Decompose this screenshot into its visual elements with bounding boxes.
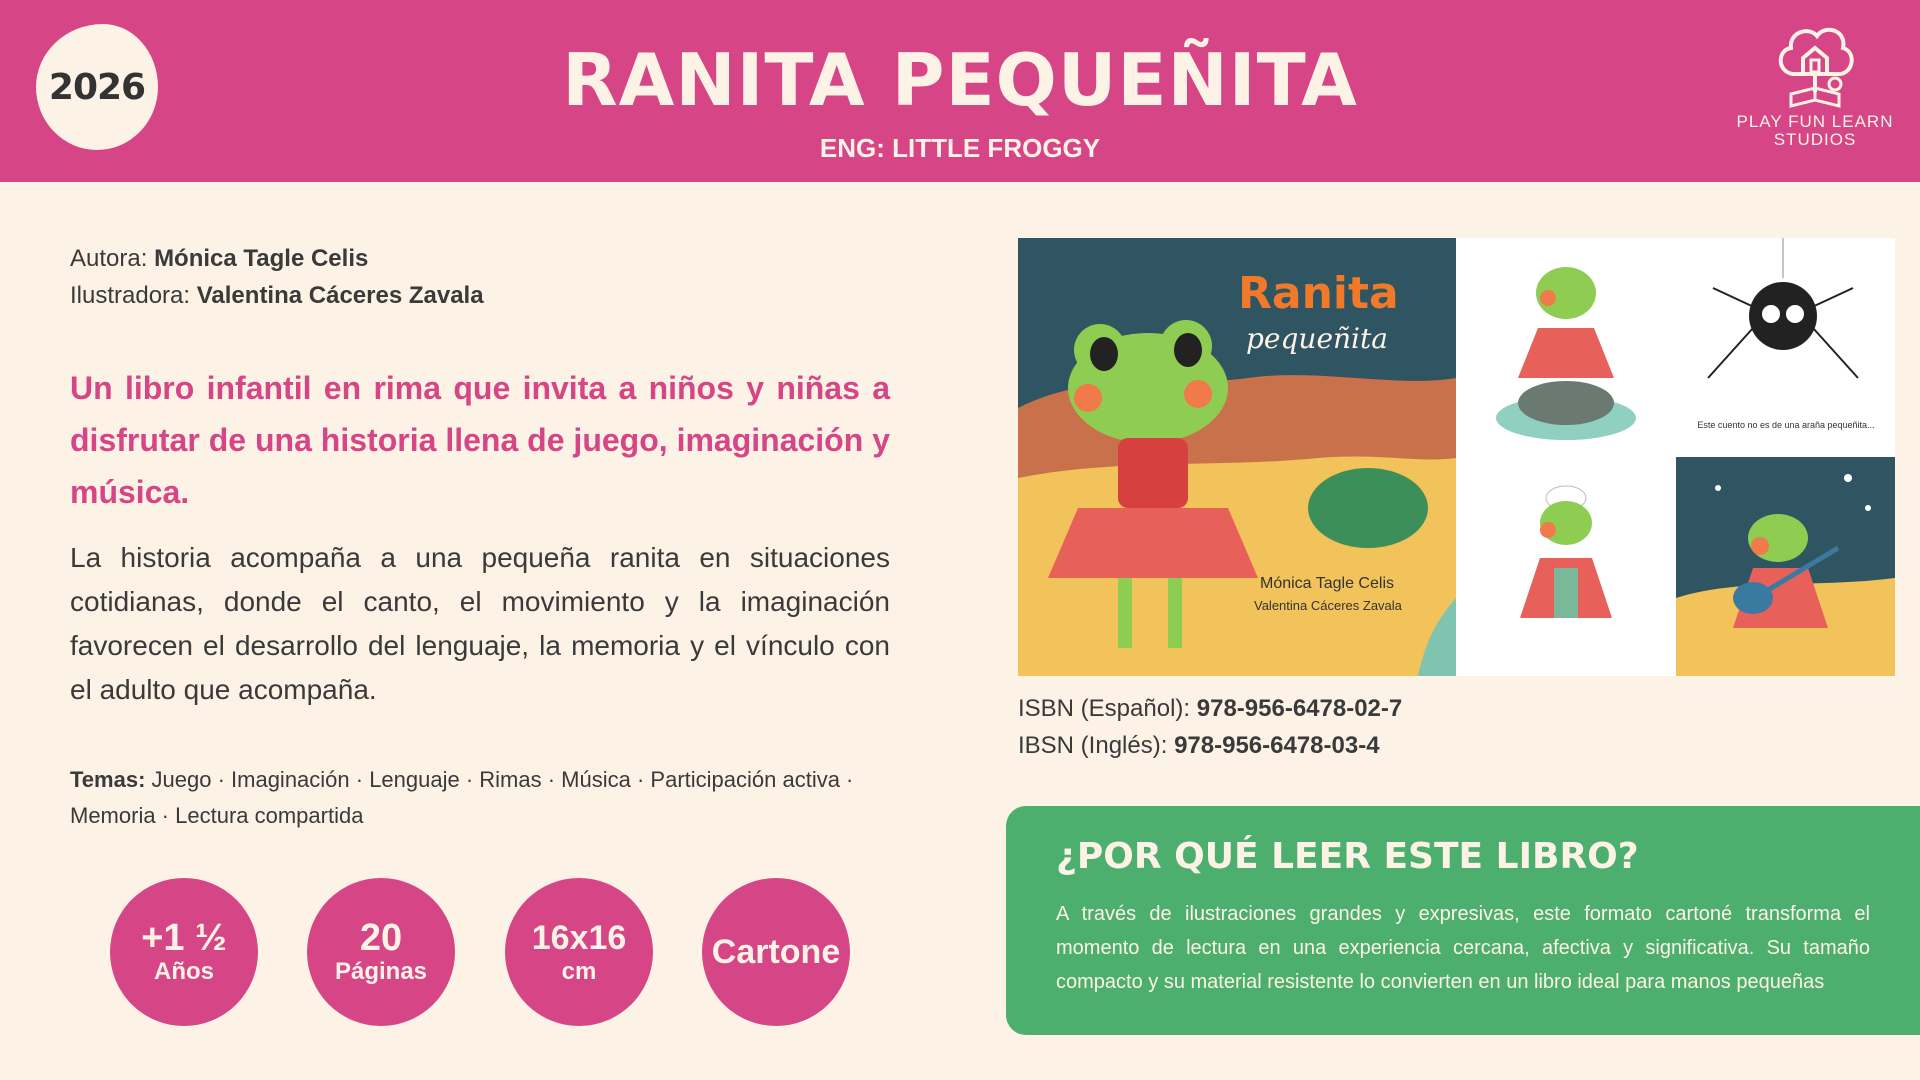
themes-line	[70, 762, 890, 834]
isbn-en-value: 978-956-6478-03-4	[1174, 732, 1380, 759]
book-title: RANITA PEQUEÑITA	[562, 38, 1358, 122]
why-read-box	[1006, 806, 1920, 1035]
isbn-es-line	[1018, 690, 1402, 727]
spec-format	[702, 878, 850, 1026]
book-illustrations	[1018, 238, 1895, 676]
spec-pages-value: 20	[359, 917, 403, 959]
studio-logo	[1730, 22, 1900, 152]
cover-panel	[1018, 238, 1456, 676]
illustrator-line	[70, 277, 484, 314]
credits	[70, 240, 484, 314]
illustrator-label: Ilustradora:	[70, 282, 191, 309]
isbn-en-label: IBSN (Inglés):	[1018, 732, 1168, 759]
frog-on-rock-panel	[1456, 238, 1676, 457]
illustrator-name: Valentina Cáceres Zavala	[196, 282, 484, 309]
book-subtitle: ENG: LITTLE FROGGY	[819, 133, 1101, 163]
spec-pages-unit: Páginas	[334, 958, 428, 985]
lead-paragraph: Un libro infantil en rima que invita a niños y niñas a disfrutar de una historia llena de juego, imaginación y música.	[70, 370, 890, 510]
spider-caption: Este cuento no es de una araña pequeñita...	[1697, 420, 1875, 430]
spec-size-value: 16x16	[531, 919, 627, 957]
spec-age	[110, 878, 258, 1026]
logo-line-1: PLAY FUN LEARN	[1736, 112, 1894, 131]
guitar-frog-panel	[1676, 457, 1895, 676]
spider-panel	[1676, 238, 1895, 457]
illustration-collage	[1018, 238, 1895, 676]
isbn-es-label: ISBN (Español):	[1018, 695, 1191, 722]
cover-illustrator: Valentina Cáceres Zavala	[1254, 598, 1402, 613]
year-label: 2026	[48, 66, 146, 108]
why-read-title: ¿POR QUÉ LEER ESTE LIBRO?	[1056, 836, 1639, 877]
logo-line-2: STUDIOS	[1773, 130, 1857, 149]
cover-subtitle: pequeñita	[1246, 322, 1388, 355]
spec-age-value: +1 ½	[141, 917, 227, 959]
spec-format-value: Cartone	[711, 933, 841, 971]
chef-frog-panel	[1456, 457, 1676, 676]
isbn-es-value: 978-956-6478-02-7	[1196, 695, 1403, 722]
cover-author: Mónica Tagle Celis	[1260, 575, 1394, 592]
spec-size-unit: cm	[561, 958, 597, 985]
spec-size	[505, 878, 653, 1026]
isbn-info	[1018, 690, 1402, 764]
author-label: Autora:	[70, 245, 148, 272]
themes-label: Temas:	[70, 767, 146, 792]
author-line	[70, 240, 484, 277]
spec-age-unit: Años	[154, 958, 214, 985]
spec-pages	[307, 878, 455, 1026]
description-paragraph: La historia acompaña a una pequeña ranita en situaciones cotidianas, donde el canto, el movimiento y la imaginación favorecen el desarrollo del lenguaje, la memoria y el vínculo con el adulto que acompaña.	[70, 542, 890, 705]
header-banner	[0, 0, 1920, 182]
tree-house-icon	[1773, 22, 1857, 112]
why-read-text: A través de ilustraciones grandes y expresivas, este formato cartoné transforma el momento de lectura en una experiencia cercana, afectiva y significativa. Su tamaño compacto y su material resistente lo convierten en un libro ideal para manos pequeñas	[1056, 903, 1870, 993]
isbn-en-line	[1018, 727, 1402, 764]
cover-title: Ranita	[1238, 268, 1399, 319]
themes-value: Juego · Imaginación · Lenguaje · Rimas · Música · Participación activa · Memoria · Lectura compartida	[70, 767, 854, 828]
author-name: Mónica Tagle Celis	[154, 245, 369, 272]
